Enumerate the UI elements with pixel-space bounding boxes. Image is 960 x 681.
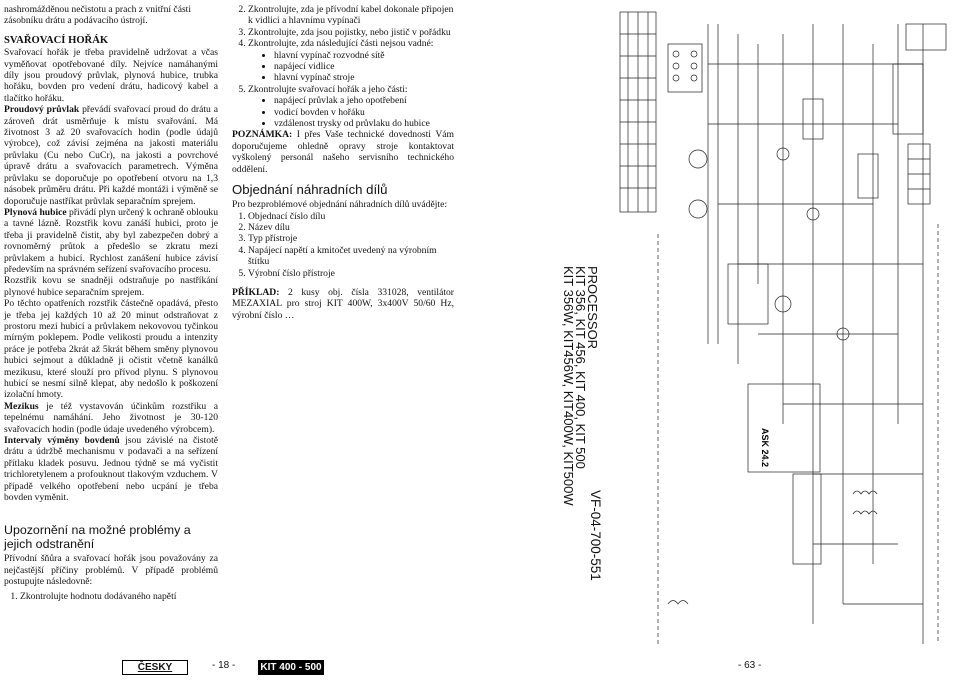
contact-tip-paragraph [4,104,218,207]
liner-text: jsou závislé na čistotě drátu a údržbě mechanismu v podavači a na seřízení přítlaku kladek posuvu. Jednou týdně se má vyčistit trichloretylenem a profouknout tlakovým vzduchem. V případě velkého opotřebení nebo ucpání je třeba bovden vyměnit. [4,435,218,504]
example-paragraph [232,287,454,321]
board-label: ASK 24.2 [760,428,770,468]
page-number: - 18 - [212,660,236,671]
spacer-text: je též vystavován účinkům rozstřiku a tepelnému namáhání. Jeho životnost je 30-120 svařovacích hodin (podle údaje uvedeného výrobcem). [4,400,218,435]
bullet-item: • hlavní vypínač rozvodné sítě [274,50,454,61]
list-item: 2. Název dílu [248,222,454,233]
wiring-schematic [608,4,956,654]
schematic-title [562,266,598,506]
list-item: 3. Zkontrolujte, zda jsou pojistky, nebo jistič v pořádku [248,27,454,38]
note-label: POZNÁMKA: [232,129,293,141]
nozzle-text: přivádí plyn určený k ochraně oblouku a tavné lázně. Rozstřik kovu zanáší hubici, proto je třeba ji pravidelně čistit, aby byl zabezpečen dobrý a rovnoměrný průtok a předešlo se zkratu mezi průvlakem a hubicí. Rychlost zanášení hubice závisí především na správném seřízení svařovacího procesu. [4,206,218,275]
list-item-text: Zkontrolujte, zda následující části nejsou vadné: [248,38,434,50]
bullet-list [248,95,454,129]
list-item: 4. Napájecí napětí a kmitočet uvedený na výrobním štítku [248,245,454,268]
list-item: 2. Zkontrolujte, zda je přívodní kabel dokonale připojen k vidlici a hlavnímu vypínači [248,4,454,27]
list-item: 1. Objednací číslo dílu [248,211,454,222]
intro-line: nashromážděnou nečistotu a prach z vnitřní části [4,4,192,15]
problems-list [4,591,218,602]
list-item: 3. Typ přístroje [248,233,454,244]
contact-tip-term: Proudový průvlak [4,104,80,116]
schematic-title-line: KIT 356, KIT 456, KIT 400, KIT 500 [573,266,588,469]
contact-tip-text: převádí svařovací proud do drátu a zároveň drát usměrňuje k místu svařování. Má životnost 3 až 20 svařovacích hodin (podle údajů výrobce), což závisí zejména na jakosti materiálu průvlaku (Cu nebo CuCr), na jakosti a povrchové úpravě drátu a svařovacích parametrech. Výměna průvlaku se doporučuje po opotřebení otvoru na 1,3 násobek průměru drátu. Při každé montáži i výměně se doporučuje nastříkat průvlak separačním sprejem. [4,104,218,207]
bullet-item: • napájecí průvlak a jeho opotřebení [274,95,454,106]
middle-column [232,0,454,321]
example-text: 2 kusy obj. čísla 331028, ventilátor MEZAXIAL pro stroj KIT 400W, 3x400V 50/60 Hz, výrobní číslo … [232,286,454,321]
bullet-item: • vodicí bovden v hořáku [274,107,454,118]
bullet-list [248,50,454,84]
note-paragraph [232,129,454,175]
torch-paragraph: Svařovací hořák je třeba pravidelně udržovat a včas vyměňovat opotřebované díly. Nejvíce namáhanými díly jsou proudový průvlak, plynová hubice, trubka hořáku, bovden pro vedení drátu, hadicový kabel a tlačítko hořáku. [4,47,218,104]
order-heading: Objednání náhradních dílů [232,182,388,198]
problems-heading: Upozornění na možné problémy a jejich odstranění [4,523,191,552]
spacer-term: Mezikus [4,400,39,412]
list-item-text: Zkontrolujte svařovací hořák a jeho části: [248,83,408,95]
page-number: - 63 - [738,660,762,671]
intro-line: zásobníku drátu a podávacího ústrojí. [4,15,148,27]
list-item: 5. Výrobní číslo přístroje [248,268,454,279]
list-item: 1. Zkontrolujte hodnotu dodávaného napětí [20,591,218,602]
check-list [232,4,454,129]
document-code: VF-04-700-551 [588,490,603,581]
list-item [248,84,454,130]
note-text: I přes Vaše technické dovednosti Vám doporučujeme ohledně opravy stroje kontaktovat vyškolený personál našeho servisního technického oddělení. [232,129,454,175]
liner-paragraph [4,435,218,503]
list-item [248,38,454,84]
nozzle-paragraph-3: Po těchto opatřeních rozstřik částečně opadává, přesto je třeba jej každých 10 až 20 minut odstraňovat z prostoru mezi hubicí a průvlakem nekovovou tyčinkou mírným poklepem. Podle velikosti proudu a intenzity práce je potřeba 2krát až 5krát během směny plynovou hubici sejmout a důkladně ji očistit včetně kanálků mezikusu, které slouží pro přívod plynu. S plynovou hubicí se nesmí silně klepat, aby nedošlo k poškození izolační hmoty. [4,298,218,401]
problems-paragraph: Přívodní šňůra a svařovací hořák jsou považovány za nejčastější příčiny problémů. V případě problémů postupujte následovně: [4,553,218,588]
language-tag: ČESKY [122,660,188,675]
model-tag: KIT 400 - 500 [258,660,324,675]
order-paragraph: Pro bezproblémové objednání náhradních dílů uvádějte: [232,199,447,211]
schematic-title-line: KIT 356W, KIT456W, KIT400W, KIT500W [561,266,576,506]
bullet-item: • napájecí vidlice [274,61,454,72]
schematic-title-line: PROCESSOR [585,266,600,350]
nozzle-paragraph [4,207,218,275]
spacer-paragraph [4,401,218,435]
example-label: PŘÍKLAD: [232,286,280,298]
order-list [232,211,454,279]
left-column [4,0,218,602]
bullet-item: • hlavní vypínač stroje [274,72,454,83]
nozzle-term: Plynová hubice [4,206,67,218]
liner-term: Intervaly výměny bovdenů [4,435,120,447]
nozzle-paragraph-2: Rozstřik kovu se snadněji odstraňuje po nastříkání plynové hubice separačním sprejem. [4,275,218,298]
bullet-item: • vzdálenost trysky od průvlaku do hubice [274,118,454,129]
torch-heading: SVAŘOVACÍ HOŘÁK [4,34,109,46]
